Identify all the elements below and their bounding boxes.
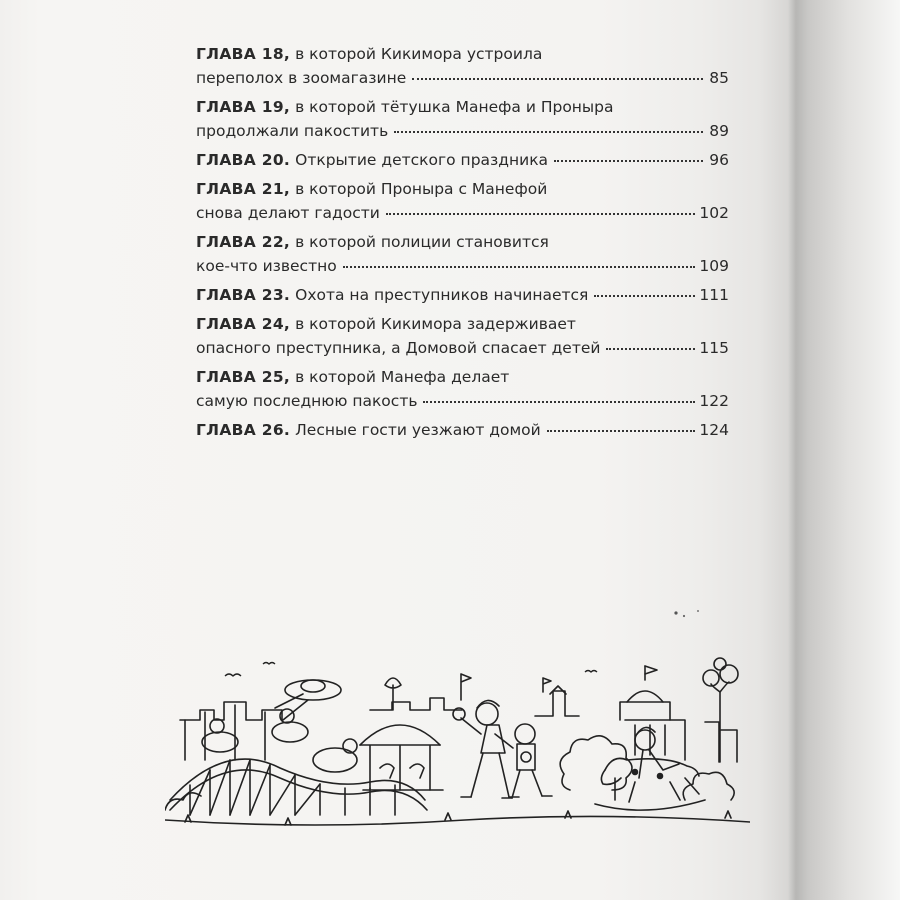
dot-leader <box>594 294 695 297</box>
page-binding-shadow <box>788 0 900 900</box>
chapter-heading: ГЛАВА 23. <box>196 286 291 304</box>
page-number: 122 <box>699 392 729 410</box>
chapter-heading: ГЛАВА 18, <box>196 45 291 63</box>
chapter-title-line: переполох в зоомагазине <box>196 69 407 87</box>
dot-leader <box>343 265 696 268</box>
chapter-heading: ГЛАВА 26. <box>196 421 291 439</box>
chapter-title-line: в которой Кикимора устроила <box>295 45 543 63</box>
page-number: 102 <box>699 204 729 222</box>
chapter-title-line: в которой тётушка Манефа и Проныра <box>295 98 614 116</box>
page-number: 115 <box>699 339 729 357</box>
page-number: 96 <box>709 151 729 169</box>
dot-leader <box>412 77 703 80</box>
chapter-title-line: кое-что известно <box>196 257 337 275</box>
chapter-heading: ГЛАВА 25, <box>196 368 291 386</box>
toc-entry-22 <box>196 230 729 278</box>
page-number: 124 <box>699 421 729 439</box>
chapter-title-line: опасного преступника, а Домовой спасает детей <box>196 339 601 357</box>
dot-leader <box>554 159 703 162</box>
toc-entry-23 <box>196 283 729 307</box>
chapter-title-line: в которой Проныра с Манефой <box>295 180 548 198</box>
chapter-title-line: в которой полиции становится <box>295 233 549 251</box>
park-illustration <box>165 650 750 835</box>
page-number: 111 <box>699 286 729 304</box>
toc-entry-25 <box>196 365 729 413</box>
dot-leader <box>423 400 695 403</box>
toc-entry-20 <box>196 148 729 172</box>
chapter-title-line: в которой Кикимора задерживает <box>295 315 576 333</box>
chapter-title-line: продолжали пакостить <box>196 122 389 140</box>
chapter-title-line: в которой Манефа делает <box>295 368 510 386</box>
toc-entry-24 <box>196 312 729 360</box>
page-number: 109 <box>699 257 729 275</box>
chapter-title-line: самую последнюю пакость <box>196 392 418 410</box>
chapter-heading: ГЛАВА 19, <box>196 98 291 116</box>
toc-entry-18 <box>196 42 729 90</box>
toc-entry-26 <box>196 418 729 442</box>
chapter-title-line: Лесные гости уезжают домой <box>295 421 541 439</box>
table-of-contents <box>196 42 729 447</box>
chapter-title-line: Охота на преступников начинается <box>295 286 589 304</box>
toc-entry-21 <box>196 177 729 225</box>
page-number: 85 <box>709 69 729 87</box>
chapter-heading: ГЛАВА 24, <box>196 315 291 333</box>
dot-leader <box>394 130 703 133</box>
dot-leader <box>386 212 696 215</box>
chapter-title-line: Открытие детского праздника <box>295 151 549 169</box>
chapter-title-line: снова делают гадости <box>196 204 380 222</box>
chapter-heading: ГЛАВА 21, <box>196 180 291 198</box>
dot-leader <box>547 429 696 432</box>
dot-leader <box>606 347 695 350</box>
page-number: 89 <box>709 122 729 140</box>
chapter-heading: ГЛАВА 20. <box>196 151 291 169</box>
toc-entry-19 <box>196 95 729 143</box>
chapter-heading: ГЛАВА 22, <box>196 233 291 251</box>
dust-specks <box>670 605 710 625</box>
